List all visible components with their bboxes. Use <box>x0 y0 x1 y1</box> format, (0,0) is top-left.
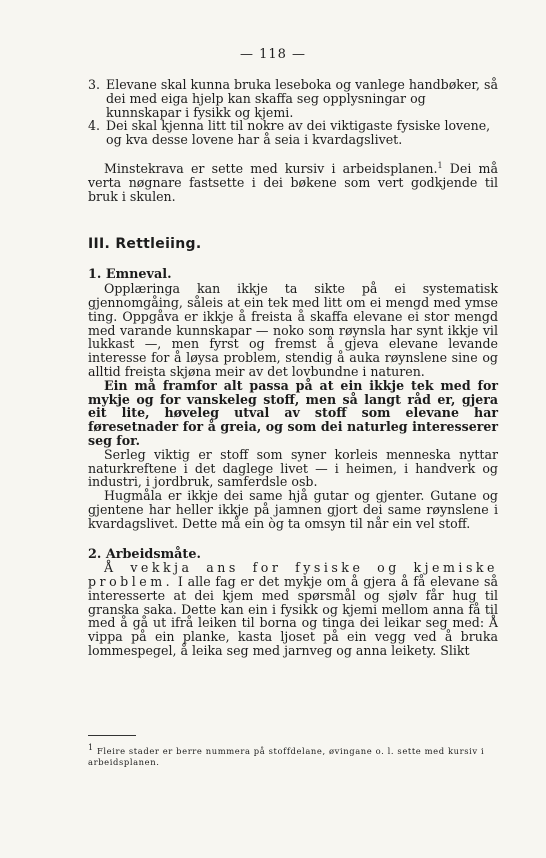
footnote-divider <box>88 735 136 736</box>
footnote-marker: 1 <box>437 160 443 170</box>
paragraph: Hugmåla er ikkje dei same hjå gutar og gjenter. Gutane og gjentene har heller ikkje på jamnen gjort dei same røynslene i kvardagslivet. Dette må ein òg ta omsyn til når ein vel stoff. <box>88 488 498 531</box>
page-content <box>88 78 498 658</box>
paragraph-bold: Ein må framfor alt passa på at ein ikkje tek med for mykje og for vanskeleg stoff, men så langt råd er, gjera eit lite, høveleg utval av stoff som elevane har føresetnader for å greia, og som dei naturleg interesserer seg for. <box>88 377 498 448</box>
list-item <box>88 119 498 147</box>
list-text: Elevane skal kunna bruka leseboka og vanlege handbøker, så dei med eiga hjelp kan skaffa seg opplysningar og kunnskapar i fysikk og kjemi. <box>106 77 499 120</box>
paragraph-text: Minstekrava er sette med kursiv i arbeidsplanen. <box>104 161 438 177</box>
list-number: 4. <box>88 118 101 134</box>
paragraph-text: Dei må verta nøgnare fastsette i dei bøkene som vert godkjende til bruk i skulen. <box>88 161 498 204</box>
list-number: 3. <box>88 77 101 92</box>
spaced-emphasis: Å vekkja ans for fysiske og kjemiske problem. <box>88 560 498 590</box>
list-item <box>88 78 498 119</box>
section-heading: III. Rettleiing. <box>88 235 202 252</box>
paragraph-text: I alle fag er det mykje om å gjera å få elevane så interesserte at dei kjem med spørsmål og sjølv får hug til granska saka. Dette kan ein i fysikk og kjemi mellom anna få til med å gå ut ifrå leiken til borna og tinga dei leikar seg med: Å vippa på ein planke, kasta ljoset på ein vegg ved å bruka lommespegel, å leika seg med jarnveg og anna leikety. Slikt <box>88 574 498 659</box>
subsection-heading-emneval: 1. Emneval. <box>88 267 172 283</box>
paragraph <box>88 561 498 658</box>
footnote-text: Fleire stader er berre nummera på stoffdelane, øvingane o. l. sette med kursiv i arbeidsplanen. <box>88 745 485 767</box>
footnote <box>88 742 498 768</box>
subsection-heading-arbeidsmate: 2. Arbeidsmåte. <box>88 546 201 562</box>
paragraph: Opplæringa kan ikkje ta sikte på ei systematisk gjennomgåing, såleis at ein tek med litt om ei mengd med ymse ting. Oppgåva er ikkje å freista å skaffa elevane ei stor mengd med varande kunnskapar — noko som røynsla har synt ikkje vil lukkast —, men fyrst og fremst å gjeva elevane levande interesse for å løysa problem, stendig å auka røynslene sine og alltid freista skjøna meir av det lovbundne i naturen. <box>88 281 498 379</box>
list-text: Dei skal kjenna litt til nokre av dei viktigaste fysiske lovene, og kva desse lovene har å seia i kvardagslivet. <box>106 118 491 148</box>
paragraph-minstekrava <box>88 159 498 204</box>
paragraph: Serleg viktig er stoff som syner korleis menneska nyttar naturkreftene i det daglege livet — i heimen, i handverk og industri, i jordbruk, samferdsle osb. <box>88 446 498 490</box>
footnote-marker: 1 <box>88 743 94 752</box>
page-number: — 118 — <box>239 47 307 62</box>
